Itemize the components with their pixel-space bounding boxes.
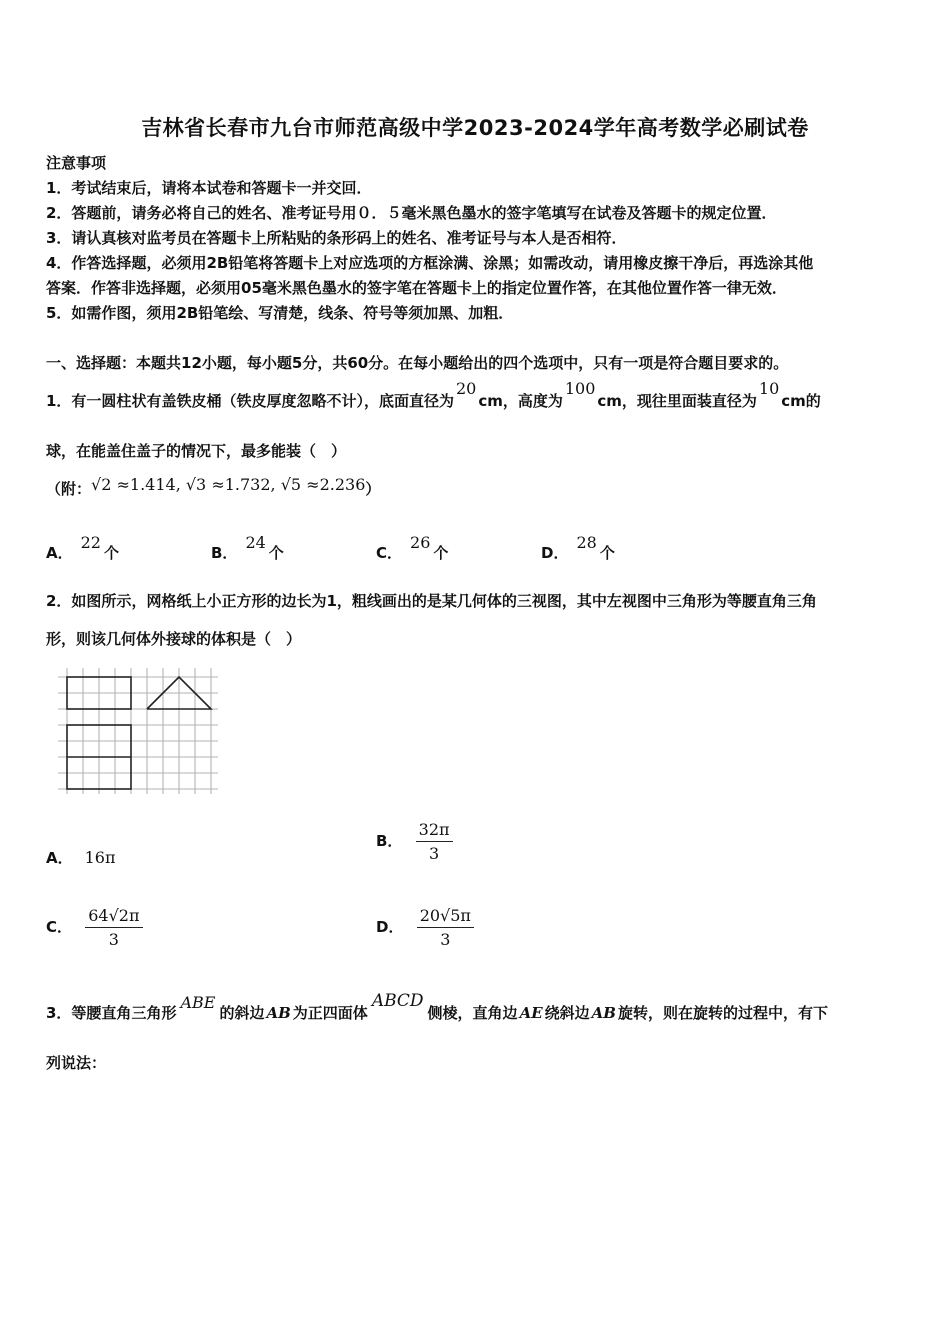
notice-heading: 注意事项 [46, 154, 107, 172]
q1-option-c: C．26个 [376, 533, 449, 562]
q2-option-d: D． $\frac{20√5\pi}{3}$ [376, 906, 474, 949]
notice-item: 答案．作答非选择题，必须用05毫米黑色墨水的签字笔在答题卡上的指定位置作答，在其他位置作答一律无效． [46, 279, 787, 297]
question-1-line-1: 1．有一圆柱状有盖铁皮桶（铁皮厚度忽略不计），底面直径为20cm，高度为100cm，现往里面装直径为10cm的 [46, 379, 821, 410]
three-view-grid-figure [58, 668, 220, 796]
question-1-line-2: 球，在能盖住盖子的情况下，最多能装（ ） [46, 442, 347, 460]
question-3-line-1: 3．等腰直角三角形ABE的斜边 AB 为正四面体ABCD侧棱，直角边 AE 绕斜边 AB 旋转，则在旋转的过程中，有下 [46, 991, 828, 1022]
question-3-line-2: 列说法： [46, 1054, 107, 1072]
question-2-line-2: 形，则该几何体外接球的体积是（ ） [46, 630, 302, 648]
question-2-line-1: 2．如图所示，网格纸上小正方形的边长为1，粗线画出的是某几何体的三视图，其中左视图中三角形为等腰直角三角 [46, 592, 817, 610]
q1-option-b: B．24个 [211, 533, 284, 562]
notice-item: 3．请认真核对监考员在答题卡上所粘贴的条形码上的姓名、准考证号与本人是否相符． [46, 229, 627, 247]
notice-item: 2．答题前，请务必将自己的姓名、准考证号用０．５毫米黑色墨水的签字笔填写在试卷及答题卡的规定位置． [46, 204, 777, 222]
q2-option-c: C． $\frac{64√2\pi}{3}$ [46, 906, 143, 949]
q2-option-b: B． $\frac{32\pi}{3}$ [376, 820, 453, 863]
q2-option-a: A． 16π [46, 848, 116, 867]
fraction: $\frac{32\pi}{3}$ [416, 820, 453, 863]
q1-option-a: A．22个 [46, 533, 119, 562]
page-title: 吉林省长春市九台市师范高级中学2023-2024学年高考数学必刷试卷 [141, 116, 809, 140]
question-1-note: （附：√2 ≈1.414, √3 ≈1.732, √5 ≈2.236） [46, 475, 381, 498]
q1-option-d: D．28个 [541, 533, 615, 562]
notice-item: 4．作答选择题，必须用2B铅笔将答题卡上对应选项的方框涂满、涂黑；如需改动，请用橡皮擦干净后，再选涂其他 [46, 254, 814, 272]
notice-item: 1．考试结束后，请将本试卷和答题卡一并交回． [46, 179, 372, 197]
notice-item: 5．如需作图，须用2B铅笔绘、写清楚，线条、符号等须加黑、加粗． [46, 304, 514, 322]
section-heading: 一、选择题：本题共12小题，每小题5分，共60分。在每小题给出的四个选项中，只有一项是符合题目要求的。 [46, 354, 789, 372]
fraction: $\frac{64√2\pi}{3}$ [85, 906, 142, 949]
grid-lines [58, 668, 218, 794]
fraction: $\frac{20√5\pi}{3}$ [417, 906, 474, 949]
